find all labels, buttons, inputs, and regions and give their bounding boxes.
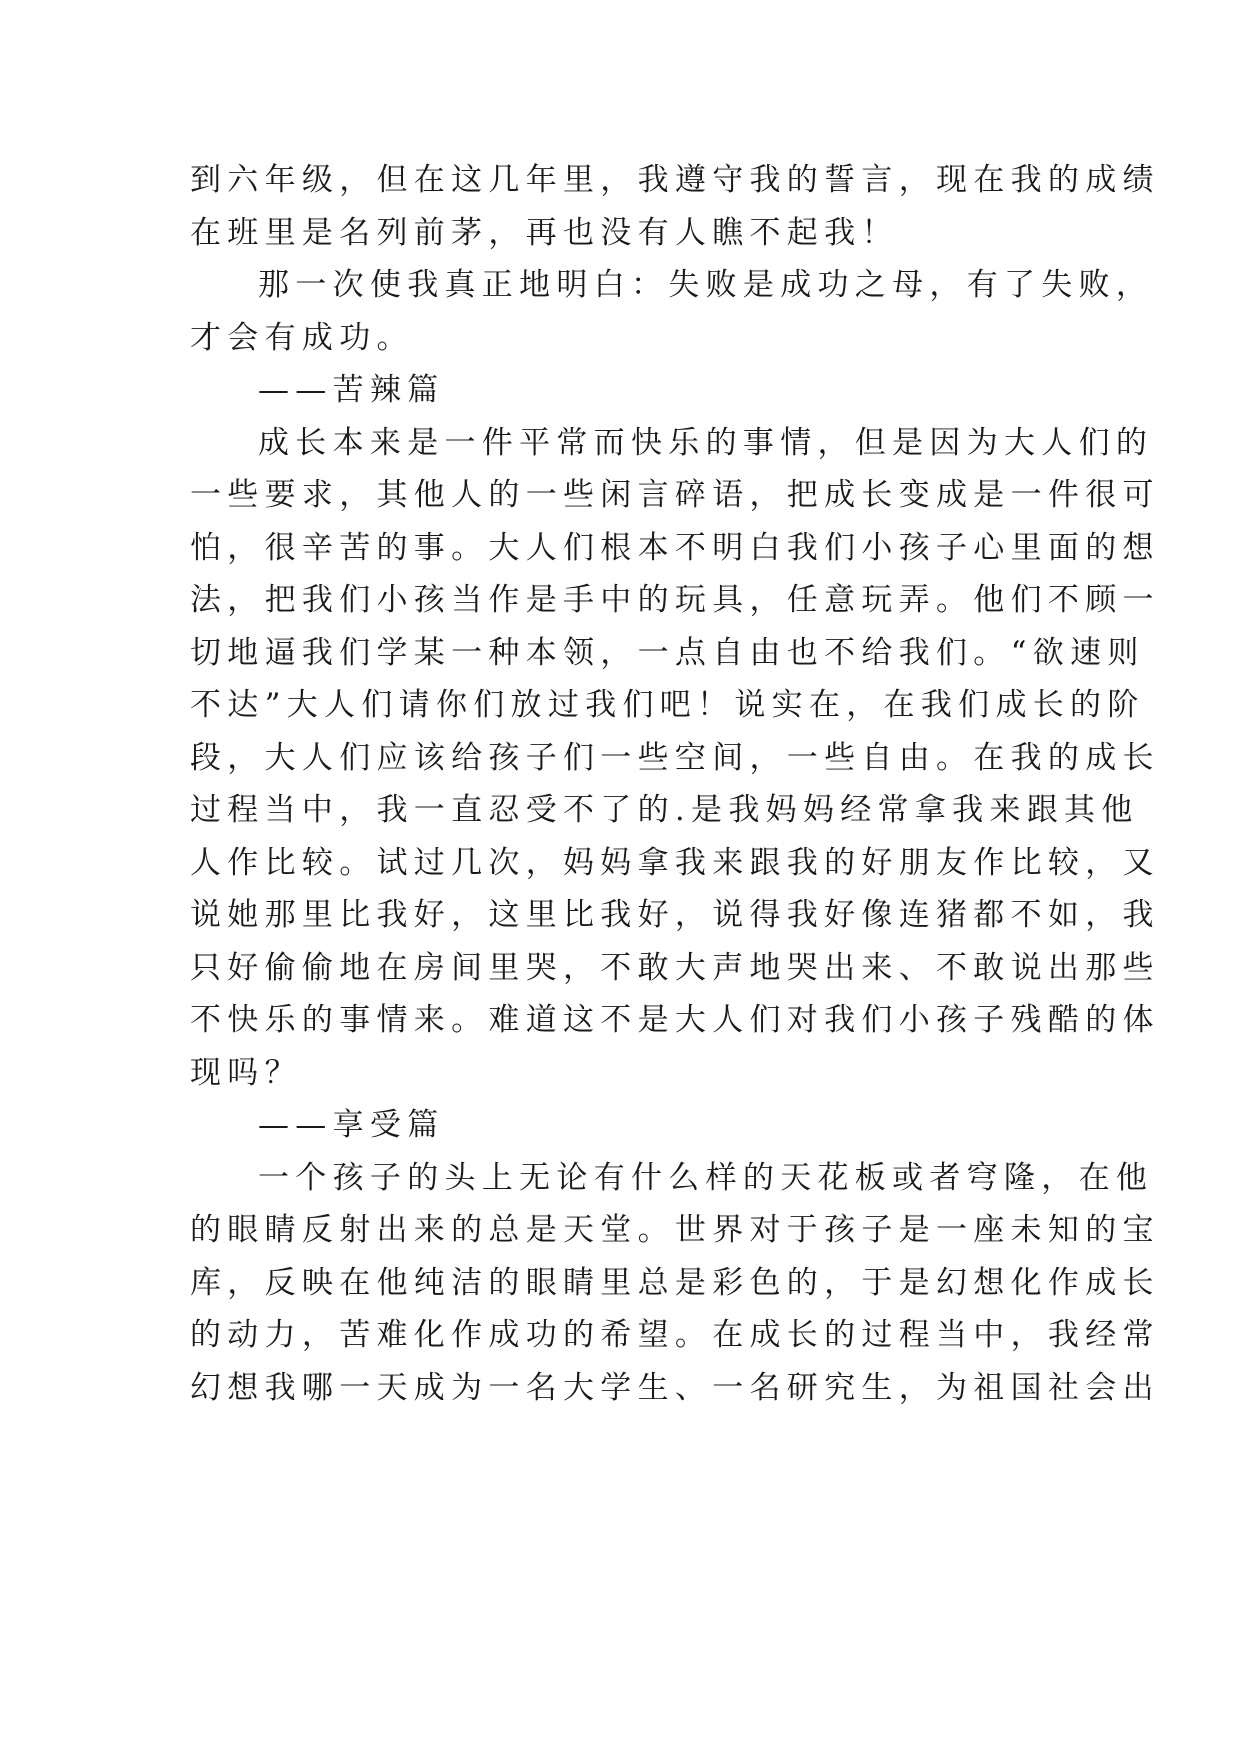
text-line: 段，大人们应该给孩子们一些空间，一些自由。在我的成长: [190, 739, 1160, 776]
text-line: 一些要求，其他人的一些闲言碎语，把成长变成是一件很可: [190, 477, 1160, 513]
text-line: 现吗？: [190, 1054, 302, 1091]
text-line: 库，反映在他纯洁的眼睛里总是彩色的，于是幻想化作成长: [190, 1264, 1160, 1301]
text-line: 过程当中，我一直忍受不了的.是我妈妈经常拿我来跟其他: [190, 792, 1139, 828]
text-line: 成长本来是一件平常而快乐的事情，但是因为大人们的: [258, 424, 1154, 461]
text-line: 不快乐的事情来。难道这不是大人们对我们小孩子残酷的体: [190, 1002, 1160, 1038]
text-line: 一个孩子的头上无论有什么样的天花板或者穹隆，在他: [258, 1159, 1154, 1196]
text-line: 怕，很辛苦的事。大人们根本不明白我们小孩子心里面的想: [190, 529, 1160, 566]
text-line: 说她那里比我好，这里比我好，说得我好像连猪都不如，我: [190, 897, 1160, 933]
text-line: 到六年级，但在这几年里，我遵守我的誓言，现在我的成绩: [190, 162, 1160, 198]
text-line: 才会有成功。: [190, 319, 414, 356]
text-line: 法，把我们小孩当作是手中的玩具，任意玩弄。他们不顾一: [190, 582, 1160, 618]
text-line: 人作比较。试过几次，妈妈拿我来跟我的好朋友作比较，又: [190, 844, 1160, 881]
text-line: 的眼睛反射出来的总是天堂。世界对于孩子是一座未知的宝: [190, 1212, 1160, 1248]
text-line: ——苦辣篇: [258, 372, 445, 408]
text-line: 切地逼我们学某一种本领，一点自由也不给我们。“欲速则: [190, 634, 1145, 671]
text-line: 不达”大人们请你们放过我们吧！说实在，在我们成长的阶: [190, 687, 1145, 723]
text-line: 的动力，苦难化作成功的希望。在成长的过程当中，我经常: [190, 1317, 1160, 1353]
text-line: 幻想我哪一天成为一名大学生、一名研究生，为祖国社会出: [190, 1369, 1160, 1406]
text-line: 只好偷偷地在房间里哭，不敢大声地哭出来、不敢说出那些: [190, 949, 1160, 986]
text-line: 在班里是名列前茅，再也没有人瞧不起我！: [190, 214, 899, 251]
document-body: [190, 154, 1160, 1414]
text-line: ——享受篇: [258, 1107, 445, 1143]
text-line: 那一次使我真正地明白：失败是成功之母，有了失败，: [258, 267, 1154, 303]
